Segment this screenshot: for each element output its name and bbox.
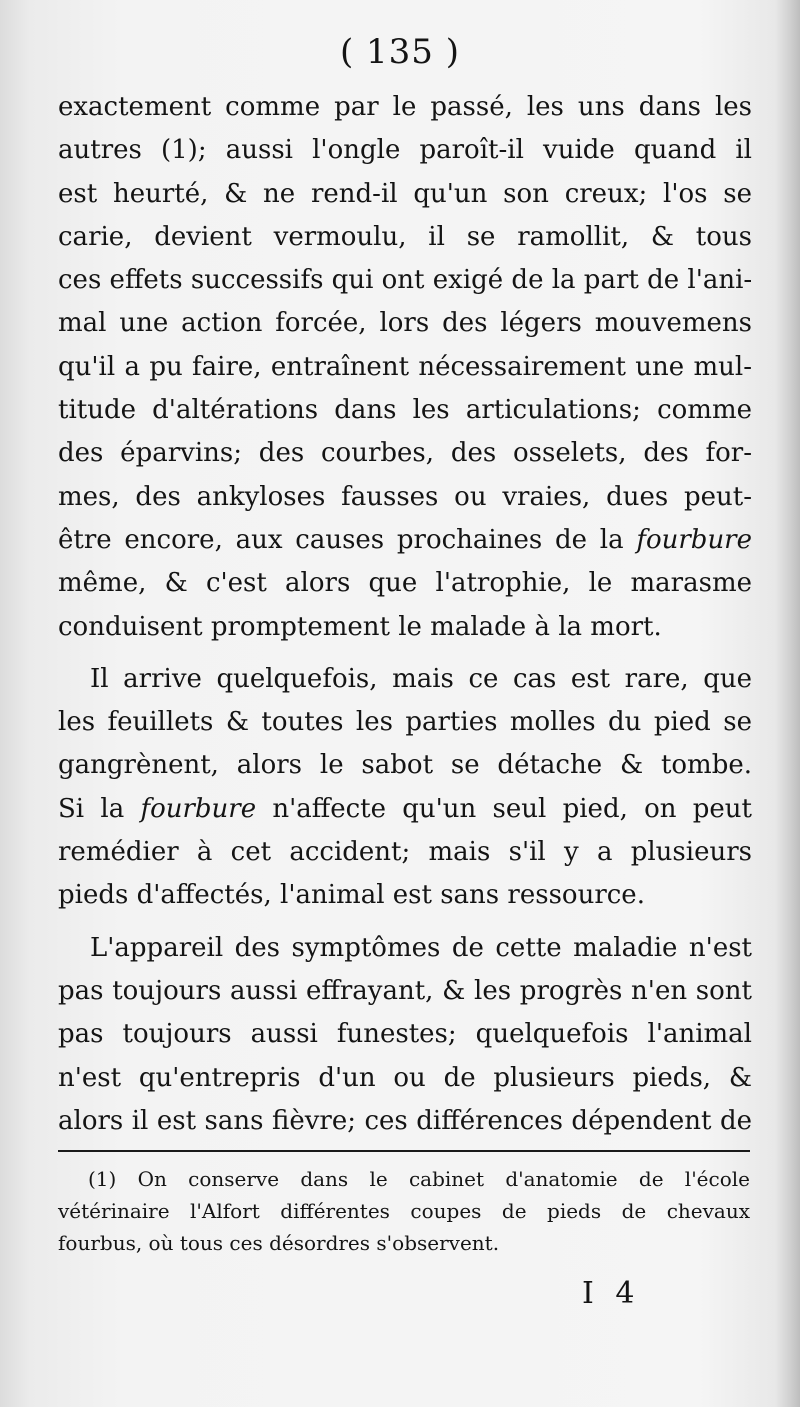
text-line: qu'il a pu faire, entraînent nécessairement une mul- — [58, 351, 752, 382]
italic-term: fourbure — [140, 793, 257, 824]
text-line: les feuillets & toutes les parties molles du pied se — [58, 707, 752, 738]
text-line: Si la fourbure n'affecte qu'un seul pied, on peut — [58, 793, 752, 824]
text-line: alors il est sans fièvre; ces différences dépendent de — [58, 1105, 752, 1136]
footnote-line: fourbus, où tous ces désordres s'observent. — [58, 1231, 500, 1255]
text-line: autres (1); aussi l'ongle paroît-il vuide quand il — [58, 135, 752, 166]
text-line: mes, des ankyloses fausses ou vraies, dues peut- — [58, 481, 752, 512]
footnote-line: (1) On conserve dans le cabinet d'anatomie de l'école — [88, 1167, 750, 1191]
page-number: ( 135 ) — [339, 32, 461, 72]
text-line: pieds d'affectés, l'animal est sans ressource. — [58, 880, 645, 911]
text-line: remédier à cet accident; mais s'il y a plusieurs — [58, 837, 752, 868]
text-line: mal une action forcée, lors des légers mouvemens — [58, 308, 752, 339]
text-line: ces effets successifs qui ont exigé de la part de l'ani- — [58, 265, 753, 296]
footnote — [58, 1163, 750, 1259]
text-line: gangrènent, alors le sabot se détache & tombe. — [58, 750, 752, 781]
text-line: n'est qu'entrepris d'un ou de plusieurs pieds, & — [58, 1062, 752, 1093]
text-line: des éparvins; des courbes, des osselets, des for- — [58, 438, 752, 469]
text-line: conduisent promptement le malade à la mort. — [58, 611, 662, 642]
text-line: L'appareil des symptômes de cette maladie n'est — [90, 932, 752, 963]
body-text — [58, 86, 752, 1152]
text-line: Il arrive quelquefois, mais ce cas est rare, que — [90, 663, 752, 694]
text-line: pas toujours aussi funestes; quelquefois l'animal — [58, 1019, 752, 1050]
text-line: pas toujours aussi effrayant, & les progrès n'en sont — [58, 975, 752, 1006]
text-line: est heurté, & ne rend-il qu'un son creux; l'os se — [58, 178, 752, 209]
paragraph — [58, 658, 752, 918]
text-line: carie, devient vermoulu, il se ramollit, & tous — [58, 221, 752, 252]
paragraph — [58, 86, 752, 649]
text-line: être encore, aux causes prochaines de la fourbure — [58, 524, 752, 555]
footnote-rule — [58, 1150, 750, 1152]
signature-mark: I 4 — [582, 1276, 641, 1311]
footnote-line: vétérinaire l'Alfort différentes coupes de pieds de chevaux — [58, 1199, 750, 1223]
text-line: exactement comme par le passé, les uns dans les — [58, 92, 752, 122]
italic-term: fourbure — [636, 524, 752, 555]
text-line: titude d'altérations dans les articulations; comme — [58, 395, 752, 426]
text-line: même, & c'est alors que l'atrophie, le marasme — [58, 568, 752, 599]
paragraph — [58, 927, 752, 1143]
